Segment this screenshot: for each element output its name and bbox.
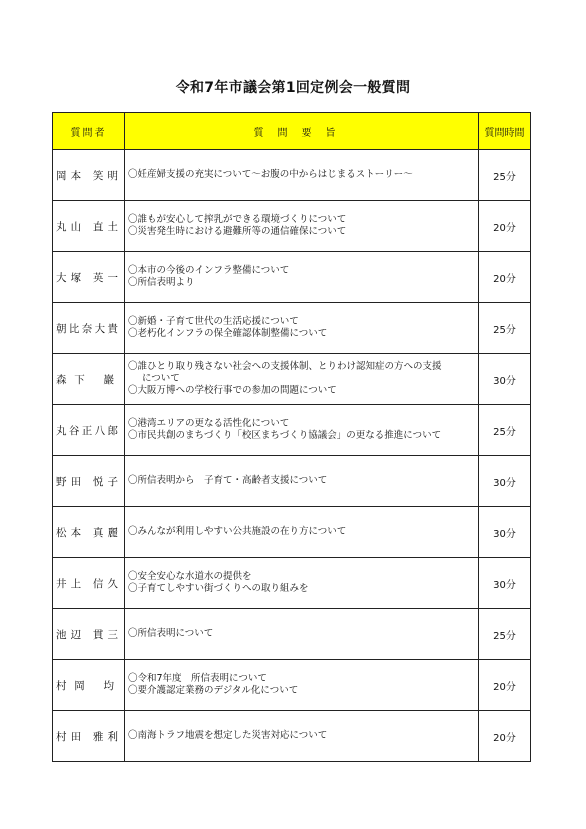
questioner-name-cell <box>53 354 125 405</box>
question-time-cell: 25分 <box>479 150 531 201</box>
topic-line: 〇妊産婦支援の充実について～お腹の中からはじまるストーリー～ <box>128 169 413 180</box>
topic-line: 〇みんなが利用しやすい公共施設の在り方について <box>128 526 347 537</box>
question-time-cell: 30分 <box>479 507 531 558</box>
questioner-name-cell <box>53 558 125 609</box>
topic-line: 〇本市の今後のインフラ整備について <box>128 265 290 276</box>
question-topic-cell <box>125 609 479 660</box>
question-time-cell: 20分 <box>479 711 531 762</box>
table-row <box>53 507 531 558</box>
questioner-name-cell <box>53 303 125 354</box>
topic-line: 〇港湾エリアの更なる活性化について <box>128 418 290 429</box>
question-topic-cell <box>125 558 479 609</box>
question-topic-cell <box>125 660 479 711</box>
question-topic-cell <box>125 354 479 405</box>
question-time-cell: 30分 <box>479 456 531 507</box>
topic-line: 〇大阪万博への学校行事での参加の問題について <box>128 385 337 396</box>
table-row <box>53 354 531 405</box>
question-topic-cell <box>125 405 479 456</box>
questioner-name: 井上 信久 <box>56 577 120 590</box>
topic-line: 〇所信表明について <box>128 628 214 639</box>
header-questioner: 質問者 <box>53 113 125 150</box>
questioner-name: 丸山 直土 <box>56 220 120 233</box>
questioner-name-cell <box>53 252 125 303</box>
topic-line: 〇老朽化インフラの保全確認体制整備について <box>128 328 328 339</box>
questioner-name: 森下 巖 <box>56 373 120 386</box>
table-row <box>53 558 531 609</box>
questioner-name: 野田 悦子 <box>56 475 120 488</box>
question-time-cell: 30分 <box>479 354 531 405</box>
questioner-name: 岡本 笑明 <box>56 169 120 182</box>
table-row <box>53 303 531 354</box>
questioner-name: 村田 雅利 <box>56 730 120 743</box>
question-topic-cell <box>125 456 479 507</box>
question-time-cell: 20分 <box>479 201 531 252</box>
topic-line: 〇災害発生時における避難所等の通信確保について <box>128 226 347 237</box>
header-time: 質問時間 <box>479 113 531 150</box>
table-row <box>53 711 531 762</box>
questioner-name: 松本 真麗 <box>56 526 120 539</box>
topic-line: 〇新婚・子育て世代の生活応援について <box>128 316 299 327</box>
topic-line: 〇誰ひとり取り残さない社会への支援体制、とりわけ認知症の方への支援 <box>128 361 442 372</box>
questioner-name-cell <box>53 609 125 660</box>
question-topic-cell <box>125 150 479 201</box>
topic-line: について <box>142 373 180 384</box>
table-row <box>53 201 531 252</box>
questioner-name-cell <box>53 150 125 201</box>
table-row <box>53 252 531 303</box>
table-row <box>53 150 531 201</box>
question-topic-cell <box>125 711 479 762</box>
question-time-cell: 25分 <box>479 609 531 660</box>
question-time-cell: 25分 <box>479 405 531 456</box>
questioner-name-cell <box>53 711 125 762</box>
question-topic-cell <box>125 252 479 303</box>
topic-line: 〇令和7年度 所信表明について <box>128 673 267 684</box>
page-title: 令和7年市議会第1回定例会一般質問 <box>175 80 411 96</box>
questioner-name: 大塚 英一 <box>56 271 120 284</box>
questioner-name: 村岡 均 <box>56 679 120 692</box>
topic-line: 〇子育てしやすい街づくりへの取り組みを <box>128 583 309 594</box>
questioner-name-cell <box>53 201 125 252</box>
topic-line: 〇所信表明から 子育て・高齢者支援について <box>128 475 328 486</box>
question-time-cell: 30分 <box>479 558 531 609</box>
table-row <box>53 660 531 711</box>
header-topic: 質問要旨 <box>125 113 479 150</box>
questioner-name: 朝比奈大貴 <box>56 322 120 335</box>
topic-line: 〇誰もが安心して搾乳ができる環境づくりについて <box>128 214 347 225</box>
topic-line: 〇南海トラフ地震を想定した災害対応について <box>128 730 328 741</box>
questioner-name-cell <box>53 456 125 507</box>
table-row <box>53 405 531 456</box>
question-topic-cell <box>125 303 479 354</box>
questioner-name-cell <box>53 507 125 558</box>
question-time-cell: 20分 <box>479 252 531 303</box>
questioner-name: 池辺 貫三 <box>56 628 120 641</box>
table-row <box>53 609 531 660</box>
general-questions-table <box>52 112 531 762</box>
topic-line: 〇要介護認定業務のデジタル化について <box>128 685 299 696</box>
questioner-name-cell <box>53 660 125 711</box>
questioner-name-cell <box>53 405 125 456</box>
question-time-cell: 25分 <box>479 303 531 354</box>
question-topic-cell <box>125 507 479 558</box>
topic-line: 〇所信表明より <box>128 277 195 288</box>
table-row <box>53 456 531 507</box>
table-header-row <box>53 113 531 150</box>
topic-line: 〇市民共創のまちづくり「校区まちづくり協議会」の更なる推進について <box>128 430 442 441</box>
questioner-name: 丸谷正八郎 <box>56 424 120 437</box>
topic-line: 〇安全安心な水道水の提供を <box>128 571 252 582</box>
question-time-cell: 20分 <box>479 660 531 711</box>
question-topic-cell <box>125 201 479 252</box>
table-body <box>53 150 531 762</box>
